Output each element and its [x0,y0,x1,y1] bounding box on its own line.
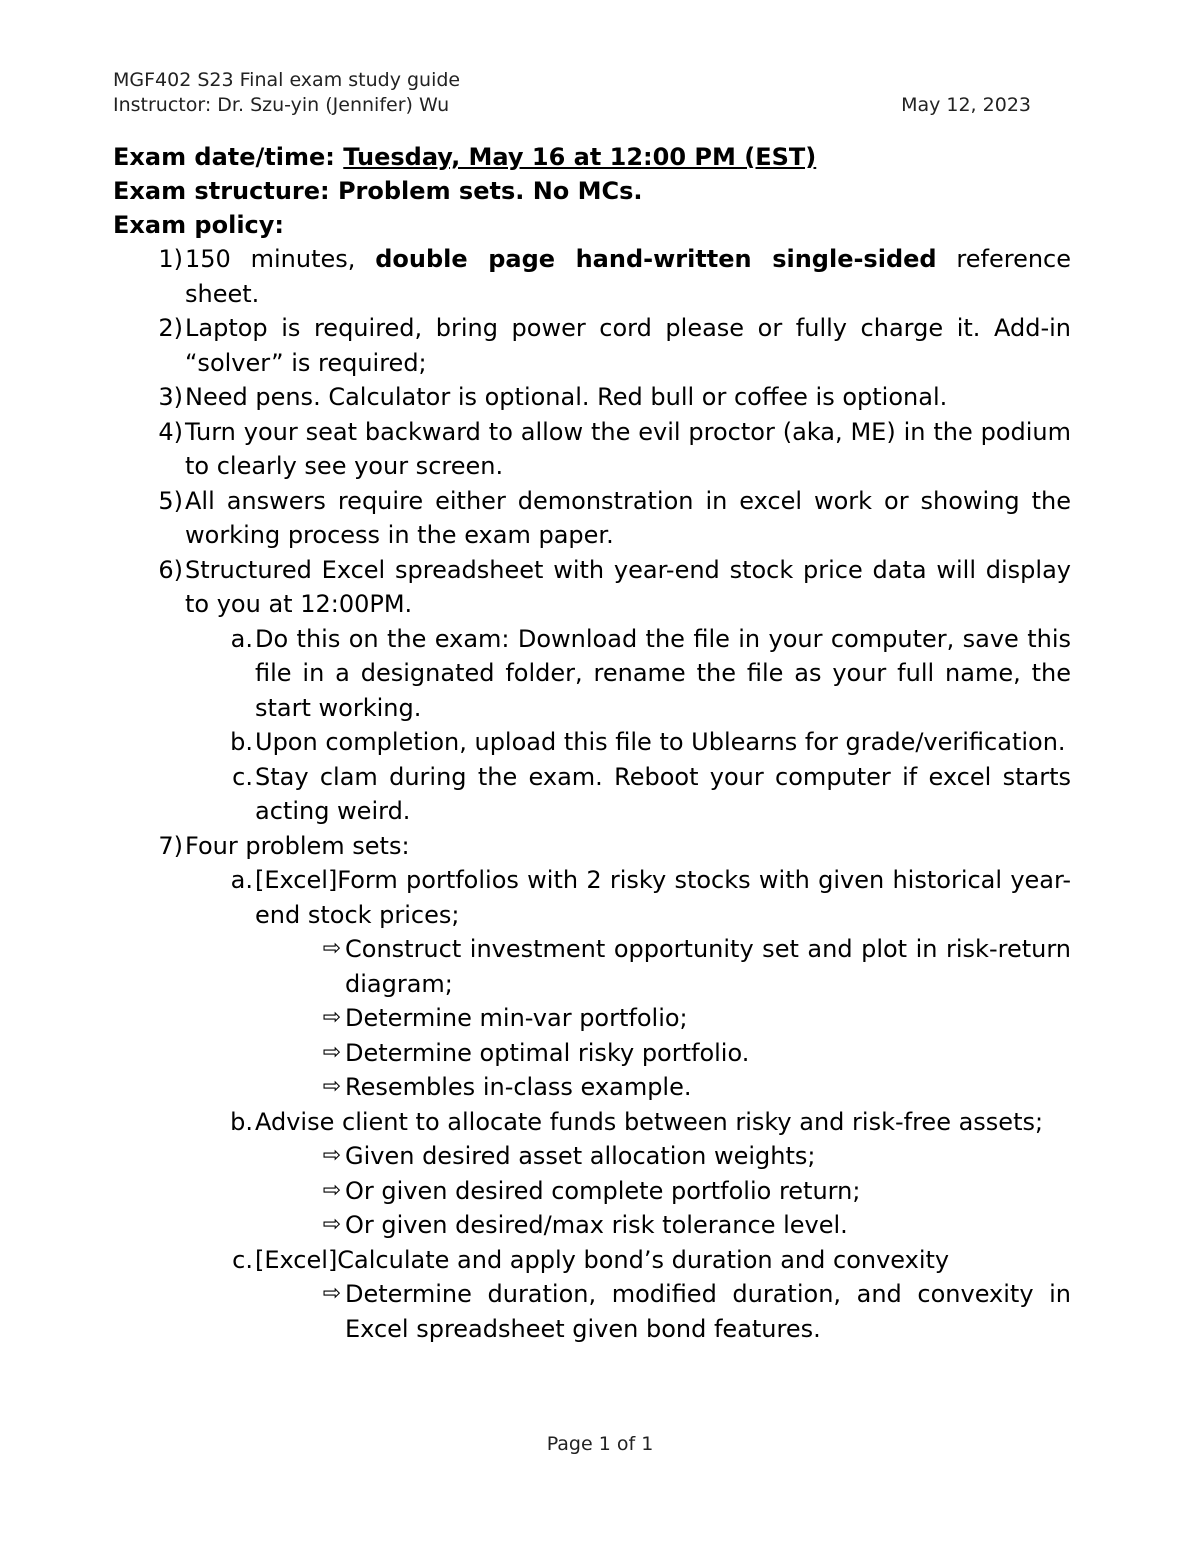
policy-item-6a [113,622,1071,726]
list-number: 6) [158,555,183,584]
list-number: 5) [158,486,183,515]
list-letter: c. [232,1245,253,1274]
bullet-text: Resembles in-class example. [345,1073,692,1101]
list-text: [Excel]Calculate and apply bond’s duration and convexity [255,1245,950,1274]
problem-set-c [113,1243,1071,1278]
problem-set-b [113,1105,1071,1140]
list-letter: a. [230,624,253,653]
header-date: May 12, 2023 [901,94,1031,116]
exam-policy-heading: Exam policy: [113,211,285,239]
list-text: Four problem sets: [185,831,410,860]
problem-set-a [113,863,1071,932]
list-text: Structured Excel spreadsheet with year-end stock price data will display to you at 12:00PM. [185,555,1071,618]
bullet-text: Given desired asset allocation weights; [345,1142,816,1170]
list-text: Do this on the exam: Download the file in your computer, save this file in a designated folder, rename the file as your full name, the start working. [255,624,1071,722]
list-letter: b. [230,728,253,756]
policy-item-6 [113,553,1071,622]
policy-item-5 [113,484,1071,553]
policy-item-4 [113,415,1071,484]
policy-item-2 [113,311,1071,380]
document-body [113,140,1071,1346]
bullet-item [113,932,1071,1001]
arrow-icon: ⇨ [322,1177,341,1203]
list-number: 2) [158,314,183,342]
policy-1-bold: double page hand-written single-sided [375,245,937,273]
header-instructor-line [113,93,1033,118]
list-number: 1) [158,245,183,273]
bullet-item [113,1139,1071,1174]
arrow-icon: ⇨ [322,1212,341,1237]
bullet-text: Construct investment opportunity set and plot in risk-return diagram; [345,935,1071,998]
list-text: Stay clam during the exam. Reboot your computer if excel starts acting weird. [255,762,1071,825]
list-text: Laptop is required, bring power cord please or fully charge it. Add-in “solver” is required; [185,314,1071,377]
page-footer: Page 1 of 1 [546,1433,654,1455]
arrow-icon: ⇨ [322,1281,341,1306]
list-text [185,242,1071,311]
bullet-text: Or given desired/max risk tolerance level. [345,1211,848,1239]
list-letter: b. [230,1107,253,1136]
arrow-icon: ⇨ [322,936,341,961]
bullet-text: Determine optimal risky portfolio. [345,1038,750,1067]
exam-date-label: Exam date/time: [113,143,344,171]
bullet-item [113,1001,1071,1036]
bullet-item [113,1277,1071,1346]
bullet-text: Determine min-var portfolio; [345,1004,688,1032]
bullet-item [113,1036,1071,1071]
policy-item-6c [113,760,1071,829]
bullet-item [113,1070,1071,1105]
policy-item-3 [113,380,1071,415]
exam-date-line [113,140,1071,174]
header-course-title: MGF402 S23 Final exam study guide [113,69,461,91]
bullet-item [113,1208,1071,1243]
list-number: 3) [158,383,183,411]
exam-date-value: Tuesday, May 16 at 12:00 PM (EST) [343,143,817,171]
list-text: All answers require either demonstration in excel work or showing the working process in the exam paper. [185,486,1071,549]
list-text: Turn your seat backward to allow the evil proctor (aka, ME) in the podium to clearly see your screen. [185,417,1071,480]
list-text: [Excel]Form portfolios with 2 risky stocks with given historical year-end stock prices; [255,866,1071,929]
header-instructor: Instructor: Dr. Szu-yin (Jennifer) Wu [113,94,450,116]
policy-item-7 [113,829,1071,864]
bullet-text: Or given desired complete portfolio return; [345,1176,861,1205]
arrow-icon: ⇨ [322,1039,341,1065]
arrow-icon: ⇨ [322,1143,341,1168]
bullet-text: Determine duration, modified duration, and convexity in Excel spreadsheet given bond features. [345,1280,1071,1343]
policy-item-1 [113,242,1071,311]
exam-structure-line: Exam structure: Problem sets. No MCs. [113,177,643,205]
policy-1-pre: 150 minutes, [185,245,376,273]
arrow-icon: ⇨ [322,1074,341,1099]
list-text: Need pens. Calculator is optional. Red bull or coffee is optional. [185,383,948,411]
page-header [113,68,1033,118]
bullet-item [113,1174,1071,1209]
list-number: 7) [158,831,183,860]
arrow-icon: ⇨ [322,1005,341,1030]
list-number: 4) [158,417,183,446]
list-text: Upon completion, upload this file to Ublearns for grade/verification. [255,728,1066,756]
policy-item-6b [113,725,1071,760]
list-letter: a. [230,866,253,894]
list-letter: c. [232,762,253,791]
policy-1-post: reference sheet. [185,245,1072,308]
list-text: Advise client to allocate funds between risky and risk-free assets; [255,1107,1044,1136]
